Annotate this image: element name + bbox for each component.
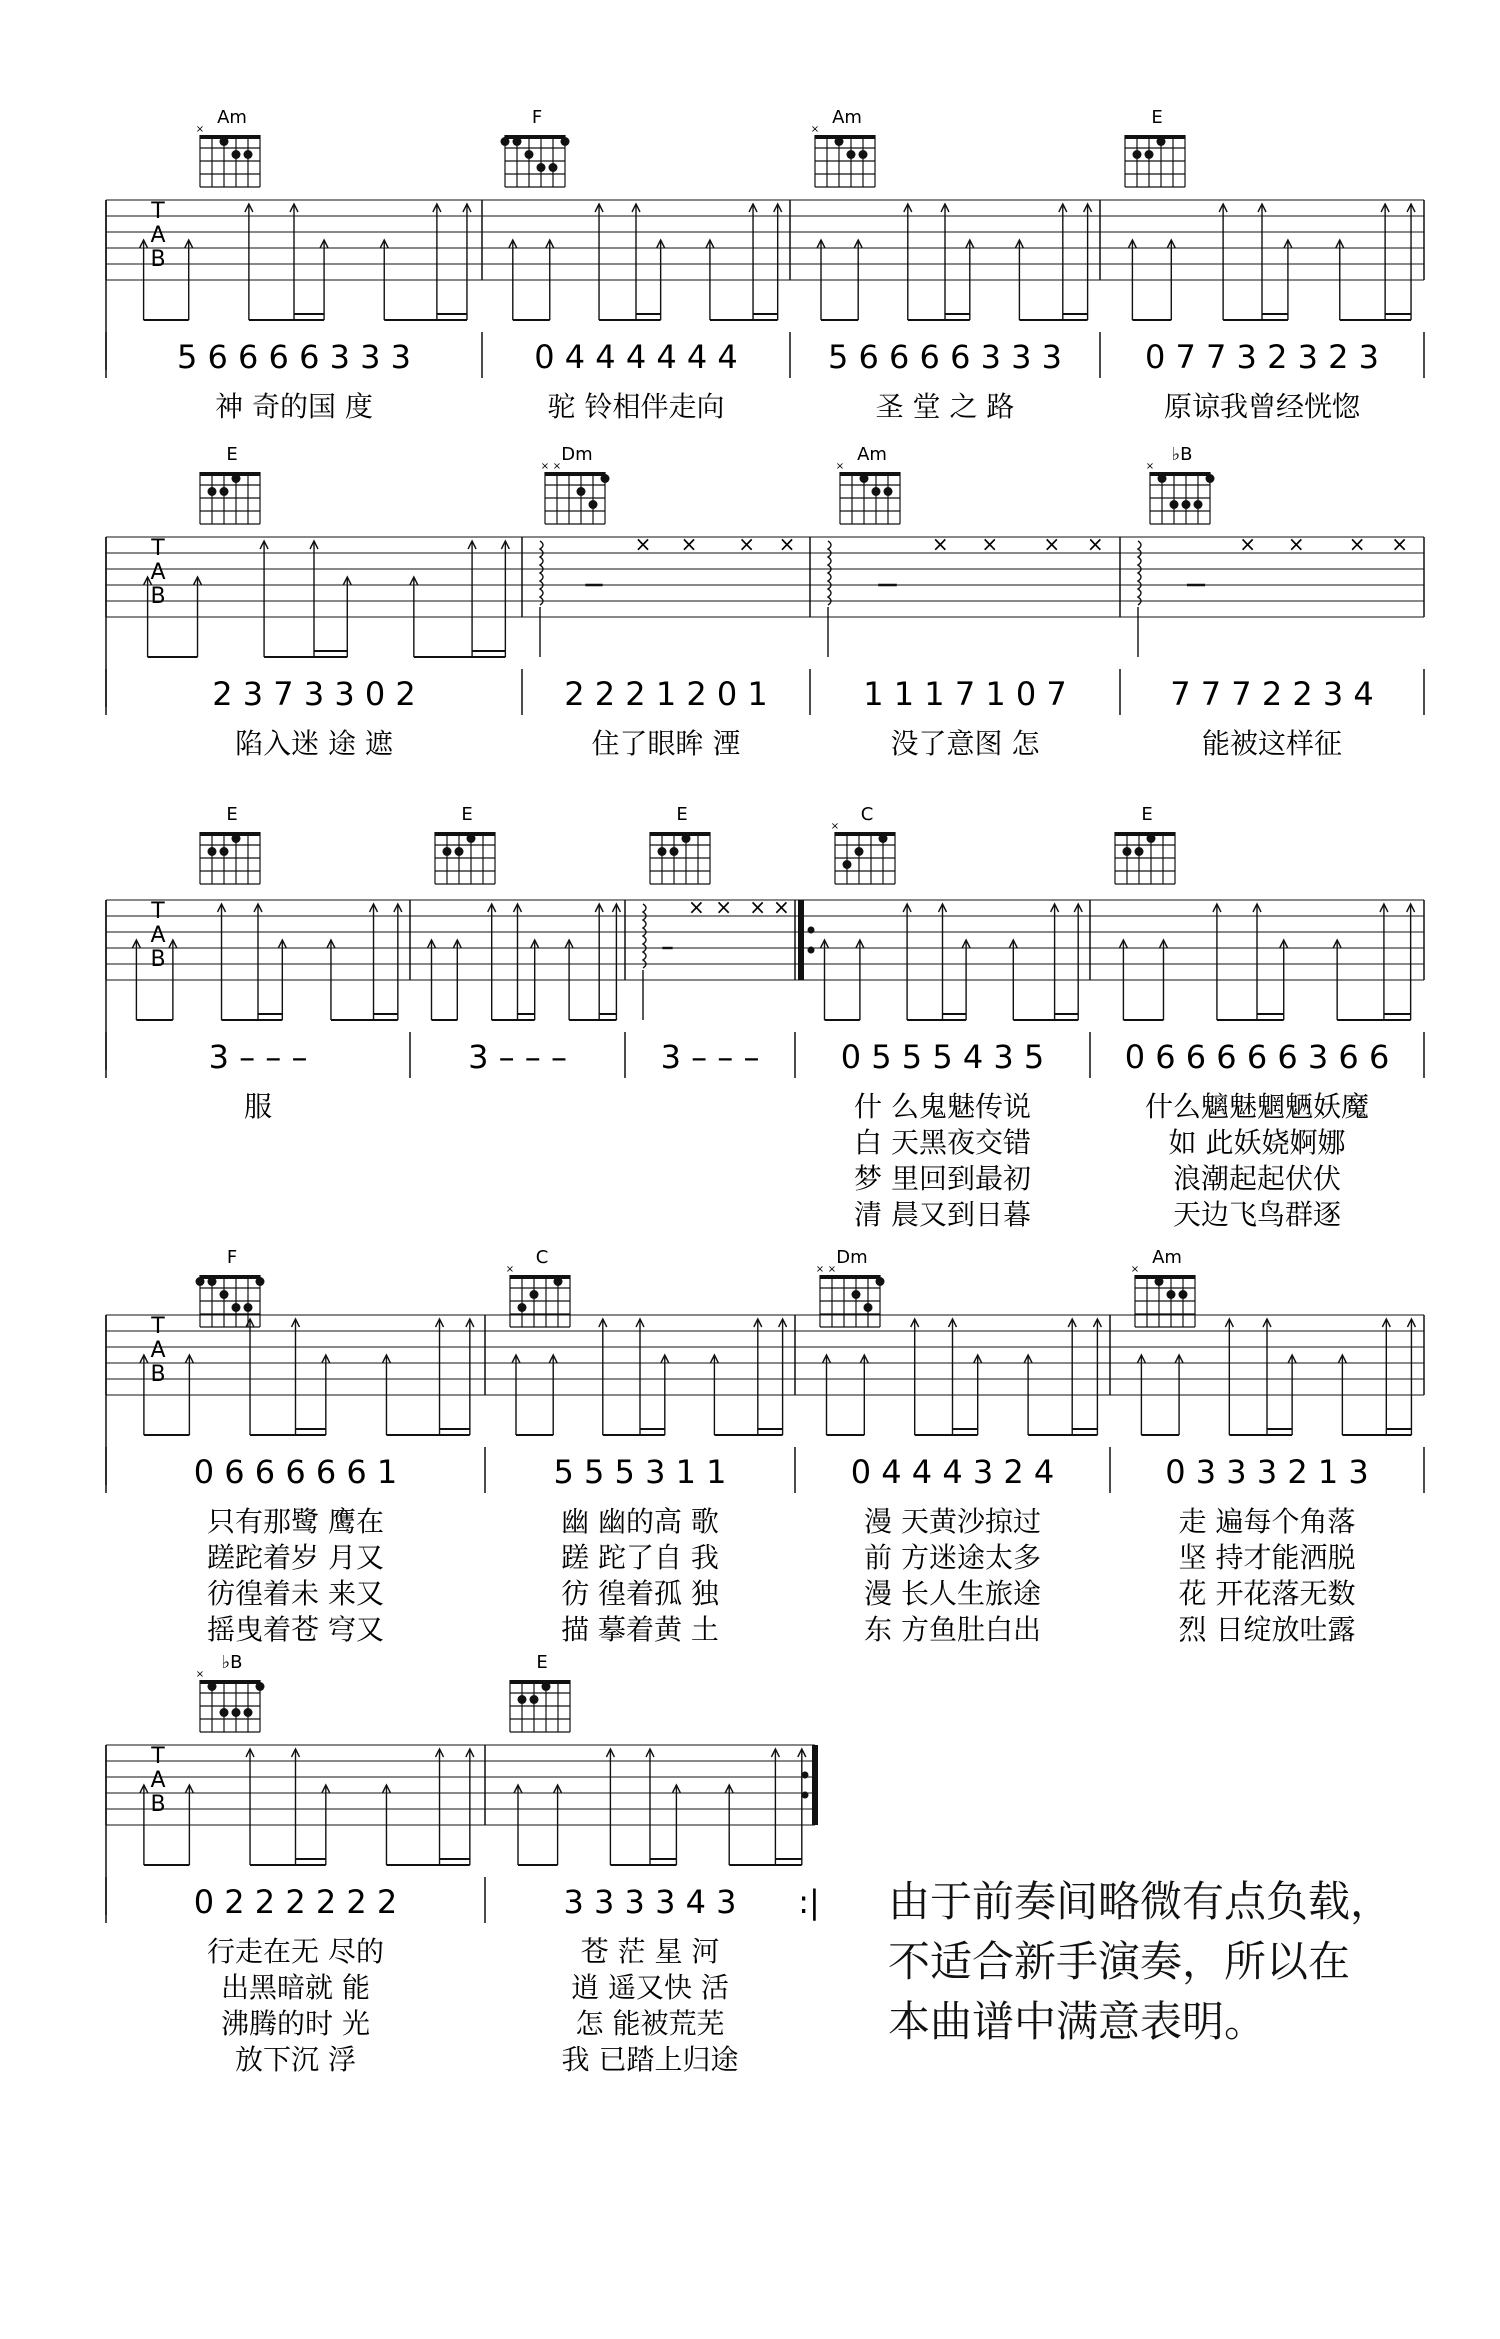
chord-finger-dot <box>1145 150 1154 159</box>
lyric-line: 住了眼眸 湮 <box>591 727 741 760</box>
chord-mute-mark: × <box>830 821 840 832</box>
chord-finger-dot <box>232 1708 241 1717</box>
repeat-dot <box>808 947 815 954</box>
tab-clef-letter: T <box>151 1744 165 1769</box>
lyric-line: 沸腾的时 光 <box>221 2007 370 2040</box>
chord-diagram <box>501 107 570 187</box>
tab-clef-letter: A <box>150 923 166 948</box>
chord-finger-dot <box>549 163 558 172</box>
chord-finger-dot <box>859 150 868 159</box>
chord-finger-dot <box>256 1682 265 1691</box>
jianpu-measure: 0 2 2 2 2 2 2 <box>193 1883 398 1921</box>
tab-clef-letter: B <box>150 1792 166 1817</box>
chord-finger-dot <box>220 847 229 856</box>
chord-mute-mark: × <box>505 1264 515 1275</box>
muted-x: × <box>749 895 766 919</box>
lyric-line: 走 遍每个角落 <box>1178 1505 1356 1538</box>
chord-diagram <box>196 107 260 187</box>
chord-name: Am <box>857 444 887 465</box>
lyric-line: 逍 遥又快 活 <box>571 1971 729 2004</box>
lyric-line: 苍 茫 星 河 <box>580 1935 720 1968</box>
chord-name: E <box>536 1652 548 1673</box>
muted-x: × <box>1287 532 1305 556</box>
lyric-line: 圣 堂 之 路 <box>875 390 1015 423</box>
chord-nut <box>650 832 710 836</box>
repeat-dot <box>802 1792 809 1799</box>
chord-finger-dot <box>220 1708 229 1717</box>
chord-finger-dot <box>577 487 586 496</box>
lyric-line: 没了意图 怎 <box>890 727 1040 760</box>
chord-finger-dot <box>1194 500 1203 509</box>
chord-finger-dot <box>530 1695 539 1704</box>
tab-system <box>106 1744 820 2076</box>
chord-name: E <box>226 444 238 465</box>
chord-finger-dot <box>670 847 679 856</box>
chord-finger-dot <box>1133 150 1142 159</box>
chord-finger-dot <box>561 137 570 146</box>
muted-x: × <box>1391 532 1409 556</box>
arpeggio-mark <box>540 541 543 605</box>
chord-finger-dot <box>455 847 464 856</box>
chord-nut <box>200 135 260 139</box>
chord-name: C <box>535 1247 549 1268</box>
jianpu-measure: 0 6 6 6 6 6 1 <box>193 1453 398 1491</box>
chord-diagram <box>200 804 260 884</box>
chord-nut <box>1115 832 1175 836</box>
note-line: 由于前奏间略微有点负载， <box>888 1877 1393 1926</box>
jianpu-measure: 2 3 7 3 3 0 2 <box>212 675 416 713</box>
chord-name: ♭B <box>1171 444 1193 465</box>
lyric-line: 神 奇的国 度 <box>215 390 373 423</box>
chord-finger-dot <box>852 1290 861 1299</box>
lyric-line: 什 么鬼魅传说 <box>854 1090 1031 1123</box>
chord-mute-mark: × <box>815 1264 825 1275</box>
lyric-line: 陷入迷 途 遮 <box>235 727 393 760</box>
chord-finger-dot <box>518 1695 527 1704</box>
chord-mute-mark: × <box>1145 461 1155 472</box>
chord-nut <box>820 1275 880 1279</box>
tab-clef-letter: T <box>151 536 165 561</box>
tab-clef-letter: B <box>150 1362 166 1387</box>
chord-name: Am <box>217 107 247 128</box>
lyric-line: 我 已踏上归途 <box>561 2043 739 2076</box>
chord-finger-dot <box>208 1682 217 1691</box>
chord-finger-dot <box>530 1290 539 1299</box>
muted-x: × <box>680 532 698 556</box>
chord-finger-dot <box>220 487 229 496</box>
chord-diagram <box>541 444 610 524</box>
chord-nut <box>1125 135 1185 139</box>
chord-finger-dot <box>1170 500 1179 509</box>
chord-finger-dot <box>1123 847 1132 856</box>
chord-finger-dot <box>589 500 598 509</box>
chord-finger-dot <box>443 847 452 856</box>
chord-finger-dot <box>1158 474 1167 483</box>
muted-x: × <box>1043 532 1061 556</box>
chord-nut <box>1135 1275 1195 1279</box>
arpeggio-mark <box>828 541 831 605</box>
repeat-dot <box>802 1772 809 1779</box>
lyric-line: 天边飞鸟群逐 <box>1172 1198 1342 1231</box>
lyric-line: 浪潮起起伏伏 <box>1172 1162 1342 1195</box>
tab-clef-letter: T <box>151 1314 165 1339</box>
jianpu-measure: 0 4 4 4 3 2 4 <box>850 1453 1055 1491</box>
chord-name: Dm <box>836 1247 868 1268</box>
chord-finger-dot <box>256 1277 265 1286</box>
jianpu-measure: 3 3 3 3 4 3 <box>563 1883 737 1921</box>
repeat-end-symbol: :| <box>798 1883 820 1921</box>
lyric-line: 蹉 跎了自 我 <box>561 1541 719 1574</box>
lyric-line: 东 方鱼肚白出 <box>864 1613 1041 1646</box>
chord-nut <box>510 1680 570 1684</box>
lyric-line: 怎 能被荒芜 <box>575 2007 725 2040</box>
jianpu-measure: 2 2 2 1 2 0 1 <box>564 675 768 713</box>
muted-x: × <box>1348 532 1366 556</box>
muted-x: × <box>688 895 705 919</box>
chord-diagram <box>831 804 895 884</box>
chord-finger-dot <box>876 1277 885 1286</box>
tab-system <box>106 532 1424 760</box>
arpeggio-mark <box>1138 541 1141 605</box>
jianpu-measure: 3 – – – <box>208 1038 308 1076</box>
chord-finger-dot <box>244 1708 253 1717</box>
chord-name: Dm <box>561 444 593 465</box>
lyric-line: 原谅我曾经恍惚 <box>1163 390 1361 423</box>
chord-name: Am <box>1152 1247 1182 1268</box>
chord-finger-dot <box>244 1303 253 1312</box>
chord-finger-dot <box>501 137 510 146</box>
chord-diagram <box>1115 804 1175 884</box>
note-line: 本曲谱中满意表明。 <box>888 1997 1267 2046</box>
tab-clef-letter: T <box>151 899 165 924</box>
chord-name: Am <box>832 107 862 128</box>
repeat-dot <box>808 927 815 934</box>
chord-diagram <box>435 804 495 884</box>
chord-diagram <box>650 804 710 884</box>
chord-diagram <box>510 1652 570 1732</box>
chord-finger-dot <box>220 1290 229 1299</box>
chord-name: F <box>226 1247 238 1268</box>
chord-nut <box>545 472 605 476</box>
chord-finger-dot <box>232 834 241 843</box>
lyric-line: 服 <box>243 1090 273 1123</box>
muted-x: × <box>738 532 756 556</box>
chord-finger-dot <box>601 474 610 483</box>
lyric-line: 蹉跎着岁 月又 <box>207 1541 384 1574</box>
chord-finger-dot <box>855 847 864 856</box>
jianpu-measure: 5 6 6 6 6 3 3 3 <box>176 338 412 376</box>
chord-finger-dot <box>542 1682 551 1691</box>
chord-finger-dot <box>1157 137 1166 146</box>
chord-finger-dot <box>554 1277 563 1286</box>
muted-x: × <box>715 895 732 919</box>
chord-mute-mark: × <box>1130 1264 1140 1275</box>
chord-nut <box>815 135 875 139</box>
tab-clef-letter: B <box>150 947 166 972</box>
jianpu-measure: 0 4 4 4 4 4 4 <box>534 338 738 376</box>
muted-x: × <box>1086 532 1104 556</box>
chord-finger-dot <box>244 150 253 159</box>
chord-finger-dot <box>864 1303 873 1312</box>
jianpu-measure: 3 – – – <box>660 1038 760 1076</box>
chord-diagram <box>200 444 260 524</box>
lyric-line: 彷徨着未 来又 <box>207 1577 384 1610</box>
lyric-line: 梦 里回到最初 <box>854 1162 1031 1195</box>
chord-name: C <box>860 804 874 825</box>
tab-system <box>106 199 1424 423</box>
lyric-line: 什么魑魅魍魉妖魔 <box>1144 1090 1370 1123</box>
chord-finger-dot <box>1167 1290 1176 1299</box>
chord-diagram <box>811 107 875 187</box>
tab-clef-letter: T <box>151 199 165 224</box>
chord-finger-dot <box>884 487 893 496</box>
jianpu-measure: 0 7 7 3 2 3 2 3 <box>1144 338 1380 376</box>
chord-finger-dot <box>1182 500 1191 509</box>
tab-clef-letter: A <box>150 1338 166 1363</box>
muted-x: × <box>931 532 949 556</box>
chord-mute-mark: × <box>810 124 820 135</box>
tab-clef-letter: A <box>150 223 166 248</box>
lyric-line: 行走在无 尽的 <box>207 1935 384 1968</box>
chord-mute-mark: × <box>827 1264 837 1275</box>
chord-finger-dot <box>232 1303 241 1312</box>
chord-finger-dot <box>1147 834 1156 843</box>
chord-finger-dot <box>1179 1290 1188 1299</box>
chord-name: E <box>226 804 238 825</box>
lyric-line: 幽 幽的高 歌 <box>561 1505 719 1538</box>
muted-x: × <box>773 895 790 919</box>
jianpu-measure: 0 5 5 5 4 3 5 <box>840 1038 1045 1076</box>
chord-finger-dot <box>872 487 881 496</box>
chord-finger-dot <box>208 847 217 856</box>
lyric-line: 前 方迷途太多 <box>864 1541 1041 1574</box>
lyric-line: 白 天黑夜交错 <box>854 1126 1031 1159</box>
chord-finger-dot <box>208 487 217 496</box>
chord-name: E <box>461 804 473 825</box>
muted-x: × <box>981 532 999 556</box>
chord-finger-dot <box>835 137 844 146</box>
chord-finger-dot <box>1135 847 1144 856</box>
chord-finger-dot <box>220 137 229 146</box>
tab-clef-letter: B <box>150 247 166 272</box>
chord-diagram <box>196 1652 265 1732</box>
lyric-line: 彷 徨着孤 独 <box>561 1577 719 1610</box>
jianpu-measure: 3 – – – <box>468 1038 567 1076</box>
chord-finger-dot <box>860 474 869 483</box>
chord-diagram <box>1125 107 1185 187</box>
lyric-line: 放下沉 浮 <box>235 2043 356 2076</box>
lyric-line: 摇曳着苍 穹又 <box>207 1613 384 1646</box>
jianpu-measure: 5 5 5 3 1 1 <box>553 1453 727 1491</box>
jianpu-measure: 0 3 3 3 2 1 3 <box>1165 1453 1369 1491</box>
muted-x: × <box>778 532 796 556</box>
chord-mute-mark: × <box>195 124 205 135</box>
lyric-line: 只有那鹭 鹰在 <box>207 1505 384 1538</box>
muted-x: × <box>1239 532 1257 556</box>
chord-finger-dot <box>843 860 852 869</box>
chord-nut <box>435 832 495 836</box>
lyric-line: 描 摹着黄 土 <box>561 1613 719 1646</box>
chord-finger-dot <box>232 474 241 483</box>
chord-name: F <box>531 107 543 128</box>
lyric-line: 漫 长人生旅途 <box>864 1577 1041 1610</box>
chord-finger-dot <box>847 150 856 159</box>
jianpu-measure: 1 1 1 7 1 0 7 <box>863 675 1067 713</box>
muted-x: × <box>634 532 652 556</box>
lyric-line: 清 晨又到日暮 <box>854 1198 1031 1231</box>
chord-finger-dot <box>525 150 534 159</box>
tab-clef-letter: A <box>150 560 166 585</box>
performance-note <box>888 1872 1448 2052</box>
lyric-line: 如 此妖娆婀娜 <box>1168 1126 1346 1159</box>
tab-clef-letter: B <box>150 584 166 609</box>
lyric-line: 坚 持才能洒脱 <box>1178 1541 1356 1574</box>
note-line: 不适合新手演奏，所以在 <box>888 1937 1351 1986</box>
chord-name: E <box>1141 804 1153 825</box>
chord-finger-dot <box>682 834 691 843</box>
jianpu-measure: 7 7 7 2 2 3 4 <box>1170 675 1374 713</box>
jianpu-measure: 5 6 6 6 6 3 3 3 <box>827 338 1063 376</box>
lyric-line: 漫 天黄沙掠过 <box>864 1505 1041 1538</box>
chord-finger-dot <box>518 1303 527 1312</box>
chord-finger-dot <box>879 834 888 843</box>
lyric-line: 驼 铃相伴走向 <box>547 390 725 423</box>
chord-mute-mark: × <box>540 461 550 472</box>
chord-mute-mark: × <box>835 461 845 472</box>
arpeggio-mark <box>643 904 646 968</box>
tab-system <box>106 1314 1424 1646</box>
chord-finger-dot <box>513 137 522 146</box>
chord-finger-dot <box>1206 474 1215 483</box>
chord-mute-mark: × <box>195 1669 205 1680</box>
chord-finger-dot <box>232 150 241 159</box>
lyric-line: 出黑暗就 能 <box>221 1971 370 2004</box>
jianpu-measure: 0 6 6 6 6 6 3 6 6 <box>1124 1038 1390 1076</box>
lyric-line: 烈 日绽放吐露 <box>1178 1613 1356 1646</box>
chord-name: ♭B <box>221 1652 243 1673</box>
chord-diagram <box>836 444 900 524</box>
lyric-line: 花 开花落无数 <box>1178 1577 1356 1610</box>
chord-finger-dot <box>196 1277 205 1286</box>
lyric-line: 能被这样征 <box>1201 727 1343 760</box>
tab-system <box>106 895 1424 1231</box>
tab-clef-letter: A <box>150 1768 166 1793</box>
chord-finger-dot <box>208 1277 217 1286</box>
chord-finger-dot <box>537 163 546 172</box>
chord-diagram <box>1146 444 1215 524</box>
chord-nut <box>200 832 260 836</box>
chord-mute-mark: × <box>552 461 562 472</box>
chord-name: E <box>676 804 688 825</box>
chord-nut <box>200 472 260 476</box>
chord-finger-dot <box>467 834 476 843</box>
chord-nut <box>840 472 900 476</box>
chord-name: E <box>1151 107 1163 128</box>
chord-finger-dot <box>1155 1277 1164 1286</box>
chord-finger-dot <box>658 847 667 856</box>
